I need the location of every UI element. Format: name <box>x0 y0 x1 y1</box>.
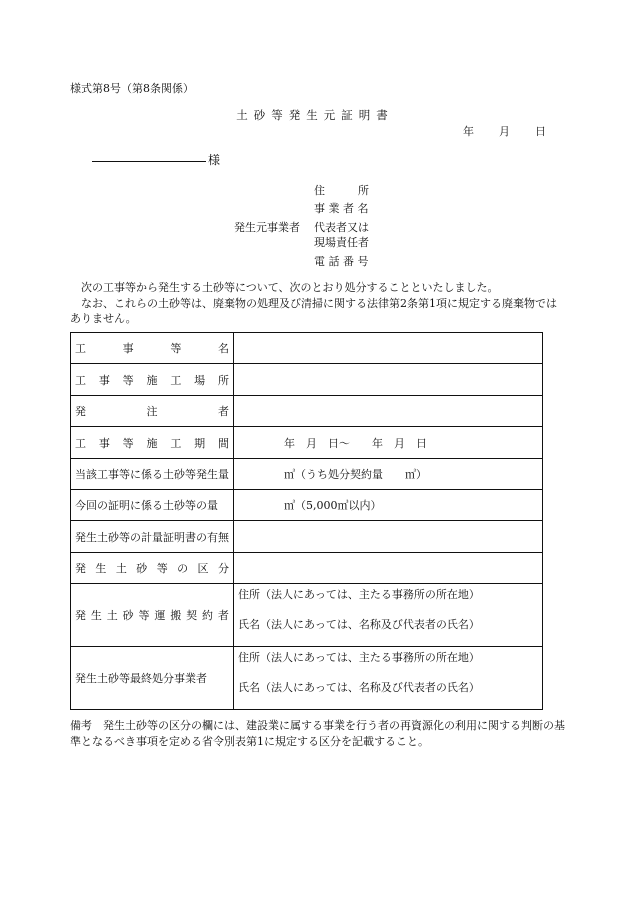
addressee-suffix: 様 <box>208 153 221 167</box>
document-title: 土砂等発生元証明書 <box>236 108 394 122</box>
label-char: 土 <box>106 609 118 622</box>
certificate-table <box>70 332 543 710</box>
label-char: 等 <box>156 562 168 575</box>
generated-amount-value: ㎥（うち処分契約量 ㎥） <box>284 468 427 481</box>
label-char: 名 <box>217 342 229 355</box>
row-label-work-period <box>71 427 234 459</box>
row-label-certified-amount <box>71 490 234 521</box>
row-label-work-location <box>71 364 234 396</box>
generated-amount-label: 当該工事等に係る土砂等発生量 <box>75 468 229 481</box>
date-year-label: 年 <box>463 125 474 138</box>
transport-contractor-field[interactable] <box>234 584 543 647</box>
table-row <box>71 553 543 584</box>
table-row <box>71 396 543 427</box>
row-label-measurement-cert <box>71 521 234 553</box>
transport-contractor-name-note: 氏名（法人にあっては、名称及び代表者の氏名） <box>238 618 480 631</box>
label-char: 発 <box>75 609 86 622</box>
label-char: 注 <box>146 405 158 418</box>
row-label-transport-contractor <box>71 584 234 647</box>
soil-category-field[interactable] <box>234 553 543 584</box>
orderer-field[interactable] <box>234 396 543 427</box>
label-char: 発 <box>75 562 86 575</box>
spread-label <box>75 607 229 623</box>
transport-contractor-address-note: 住所（法人にあっては、主たる事務所の所在地） <box>238 588 480 601</box>
label-char: 運 <box>154 609 166 622</box>
final-disposal-field[interactable] <box>234 647 543 710</box>
label-char: 搬 <box>170 609 182 622</box>
label-char: 等 <box>122 373 134 387</box>
table-row <box>71 459 543 490</box>
addressee-blank-line[interactable] <box>92 161 206 162</box>
label-char: 等 <box>138 609 150 622</box>
certified-amount-value: ㎥（5,000㎥以内） <box>284 499 382 512</box>
work-period-field[interactable] <box>234 427 543 459</box>
table-row <box>71 584 543 647</box>
label-char: 生 <box>95 562 107 575</box>
spread-label <box>75 403 229 419</box>
row-label-generated-amount <box>71 459 234 490</box>
certified-amount-field[interactable] <box>234 490 543 521</box>
label-char: 施 <box>146 436 158 450</box>
label-char: 工 <box>170 436 182 450</box>
spread-label <box>75 435 229 451</box>
certified-amount-label: 今回の証明に係る土砂等の量 <box>75 499 218 512</box>
label-char: 土 <box>115 562 127 575</box>
spread-label <box>75 372 229 388</box>
label-char: 所 <box>217 373 229 387</box>
label-char: 発 <box>75 405 86 418</box>
label-char: 等 <box>170 342 182 355</box>
table-row <box>71 647 543 710</box>
row-label-soil-category <box>71 553 234 584</box>
label-char: 砂 <box>122 609 134 622</box>
label-char: 事 <box>98 436 110 450</box>
label-char: 間 <box>217 436 229 450</box>
final-disposal-address-note: 住所（法人にあっては、主たる事務所の所在地） <box>238 651 480 664</box>
label-char: 契 <box>186 609 198 622</box>
final-disposal-label: 発生土砂等最終処分事業者 <box>75 672 207 685</box>
row-label-orderer <box>71 396 234 427</box>
label-char: 事 <box>98 373 110 387</box>
issuer-address-label: 住 所 <box>314 184 369 197</box>
statement-paragraph-2: なお、これらの土砂等は、廃棄物の処理及び清掃に関する法律第2条第1項に規定する廃棄物ではありません。 <box>70 297 557 325</box>
work-period-value: 年 月 日～ 年 月 日 <box>284 436 427 450</box>
remarks-note: 備考 発生土砂等の区分の欄には、建設業に属する事業を行う者の再資源化の利用に関する判断の基準となるべき事項を定める省令別表第1に規定する区分を記載すること。 <box>70 719 565 748</box>
table-row <box>71 521 543 553</box>
label-char: 区 <box>197 562 209 575</box>
label-char: 工 <box>75 342 86 355</box>
statement-paragraph-1: 次の工事等から発生する土砂等について、次のとおり処分することといたしました。 <box>81 281 499 294</box>
issuer-business-name-label: 事 業 者 名 <box>314 202 369 215</box>
issuer-representative-label-2: 現場責任者 <box>314 236 369 249</box>
row-label-final-disposal <box>71 647 234 710</box>
table-row <box>71 364 543 396</box>
label-char: 生 <box>90 609 102 622</box>
label-char: 約 <box>202 609 213 622</box>
spread-label <box>75 340 229 356</box>
form-number: 様式第8号（第8条関係） <box>70 82 194 95</box>
label-char: 分 <box>217 562 229 575</box>
work-location-field[interactable] <box>234 364 543 396</box>
label-char: 者 <box>218 405 229 418</box>
work-name-field[interactable] <box>234 333 543 364</box>
label-char: 期 <box>194 436 206 450</box>
label-char: 工 <box>75 436 86 450</box>
row-label-work-name <box>71 333 234 364</box>
label-char: の <box>177 562 189 575</box>
label-char: 工 <box>75 373 86 387</box>
final-disposal-name-note: 氏名（法人にあっては、名称及び代表者の氏名） <box>238 681 480 694</box>
generated-amount-field[interactable] <box>234 459 543 490</box>
issuer-label: 発生元事業者 <box>234 221 300 234</box>
table-row <box>71 333 543 364</box>
measurement-cert-label: 発生土砂等の計量証明書の有無 <box>75 530 229 544</box>
label-char: 工 <box>170 373 182 387</box>
label-char: 者 <box>217 609 229 622</box>
label-char: 等 <box>122 436 134 450</box>
spread-label <box>75 560 229 576</box>
table-row <box>71 490 543 521</box>
issuer-phone-label: 電 話 番 号 <box>314 255 369 268</box>
date-day-label: 日 <box>535 125 546 138</box>
label-char: 場 <box>194 373 206 387</box>
label-char: 事 <box>122 342 134 355</box>
date-month-label: 月 <box>499 125 510 138</box>
label-char: 施 <box>146 373 158 387</box>
measurement-cert-field[interactable] <box>234 521 543 553</box>
label-char: 砂 <box>136 562 148 575</box>
table-row <box>71 427 543 459</box>
issuer-representative-label-1: 代表者又は <box>314 221 369 234</box>
